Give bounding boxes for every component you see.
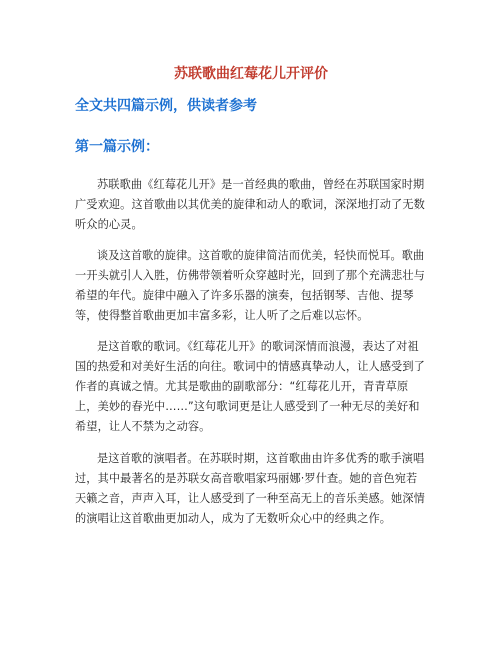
intro-heading: 全文共四篇示例，供读者参考 <box>75 98 257 114</box>
paragraph-3: 是这首歌的歌词。《红莓花儿开》的歌词深情而浪漫，表达了对祖国的热爱和对美好生活的向往。歌词中的情感真挚动人，让人感受到了作者的真诚之情。尤其是歌曲的副歌部分：“红莓花儿开，青青草原上，美妙的春光中……”这句歌词更是让人感受到了一种无尽的美好和希望，让人不禁为之动容。 <box>75 340 425 433</box>
paragraph-1: 苏联歌曲《红莓花儿开》是一首经典的歌曲，曾经在苏联国家时期广受欢迎。这首歌曲以其优美的旋律和动人的歌词，深深地打动了无数听众的心灵。 <box>75 178 425 231</box>
paragraph-2: 谈及这首歌的旋律。这首歌的旋律简洁而优美，轻快而悦耳。歌曲一开头就引人入胜，仿佛带领着听众穿越时光，回到了那个充满悲壮与希望的年代。旋律中融入了许多乐器的演奏，包括钢琴、吉他、提琴等，使得整首歌曲更加丰富多彩，让人听了之后难以忘怀。 <box>75 249 425 322</box>
first-example-heading: 第一篇示例： <box>75 139 159 155</box>
paragraph-4: 是这首歌的演唱者。在苏联时期，这首歌曲由许多优秀的歌手演唱过，其中最著名的是苏联女高音歌唱家玛丽娜·罗什查。她的音色宛若天籁之音，声声入耳，让人感受到了一种至高无上的音乐美感。她深情的演唱让这首歌曲更加动人，成为了无数听众心中的经典之作。 <box>75 452 425 525</box>
document-title: 苏联歌曲红莓花儿开评价 <box>174 66 328 82</box>
